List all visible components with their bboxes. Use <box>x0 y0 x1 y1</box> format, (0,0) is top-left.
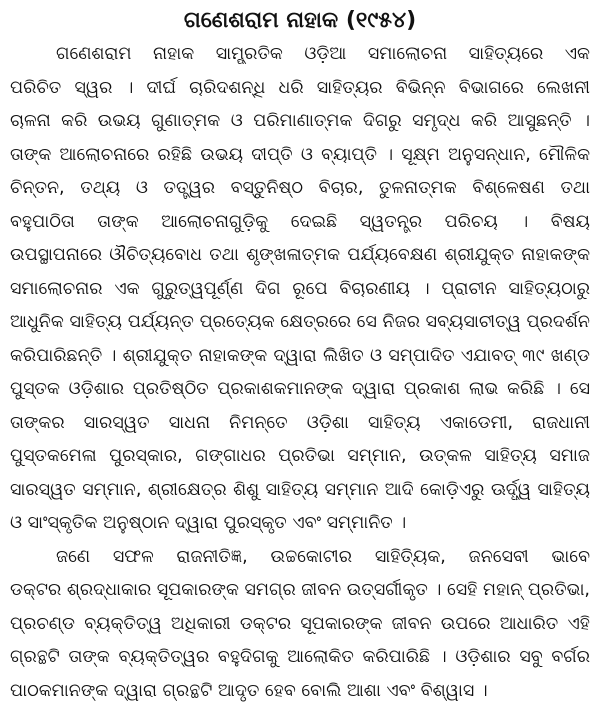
text-line: ଚିନ୍ତନ, ତଥ୍ୟ ଓ ତତ୍ତ୍ୱର ବସ୍ତୁନିଷ୍ଠ ବିଚାର, ତୁଳନାତ୍ମକ ବିଶ୍ଳେଷଣ ତଥା <box>10 172 590 206</box>
text-line: ସାରସ୍ୱତ ସମ୍ମାନ, ଶ୍ରୀକ୍ଷେତ୍ର ଶିଶୁ ସାହିତ୍ୟ ସମ୍ମାନ ଆଦି କୋଡ଼ିଏରୁ ଊର୍ଦ୍ଧ୍ୱ ସାହିତ୍ୟ <box>10 474 590 508</box>
paragraph-book-summary <box>10 541 590 708</box>
text-line: କରିପାରିଛନ୍ତି । ଶ୍ରୀଯୁକ୍ତ ନାହାକଙ୍କ ଦ୍ୱାରା ଲିଖିତ ଓ ସମ୍ପାଦିତ ଏଯାବତ୍ ୩୯ ଖଣ୍ଡ <box>10 340 590 374</box>
text-line: ତାଙ୍କ ଆଲୋଚନାରେ ରହିଛି ଉଭୟ ଦୀପ୍ତି ଓ ବ୍ୟାପ୍ତି । ସୂକ୍ଷ୍ମ ଅନୁସନ୍ଧାନ, ମୌଳିକ <box>10 139 590 173</box>
text-line: ତାଙ୍କର ସାରସ୍ୱତ ସାଧନା ନିମନ୍ତେ ଓଡ଼ିଶା ସାହିତ୍ୟ ଏକାଡେମୀ, ରାଜଧାନୀ <box>10 407 590 441</box>
text-line: ପ୍ରଚଣ୍ଡ ବ୍ୟକ୍ତିତ୍ୱ ଅଧିକାରୀ ଡକ୍ଟର ସୂପକାରଙ୍କ ଜୀବନ ଉପରେ ଆଧାରିତ ଏହି <box>10 608 590 642</box>
text-line: ଉପସ୍ଥାପନାରେ ଔଚିତ୍ୟବୋଧ ତଥା ଶୃଙ୍ଖଳାତ୍ମକ ପର୍ଯ୍ୟବେକ୍ଷଣ ଶ୍ରୀଯୁକ୍ତ ନାହାକଙ୍କ <box>10 239 590 273</box>
text-line: ଆଧୁନିକ ସାହିତ୍ୟ ପର୍ଯ୍ୟନ୍ତ ପ୍ରତ୍ୟେକ କ୍ଷେତ୍ରରେ ସେ ନିଜର ସବ୍ୟସାଚୀତ୍ୱ ପ୍ରଦର୍ଶନ <box>10 306 590 340</box>
text-line: ଚାଳନା କରି ଉଭୟ ଗୁଣାତ୍ମକ ଓ ପରିମାଣାତ୍ମକ ଦିଗରୁ ସମୃଦ୍ଧ କରି ଆସୁଛନ୍ତି । <box>10 105 590 139</box>
text-line: ପାଠକମାନଙ୍କ ଦ୍ୱାରା ଗ୍ରନ୍ଥଟି ଆଦୃତ ହେବ ବୋଲି ଆଶା ଏବଂ ବିଶ୍ୱାସ । <box>10 675 590 708</box>
text-line: ବହୁପାଠିତା ତାଙ୍କ ଆଲୋଚନାଗୁଡ଼ିକୁ ଦେଇଛି ସ୍ୱତନ୍ତ୍ର ପରିଚୟ । ବିଷୟ <box>10 206 590 240</box>
text-line: ଜଣେ ସଫଳ ରାଜନୀତିଜ୍ଞ, ଉଚ୍ଚକୋଟୀର ସାହିତ୍ୟିକ, ଜନସେବୀ ଭାବେ <box>10 541 590 575</box>
text-line: ପୁସ୍ତକ ଓଡ଼ିଶାର ପ୍ରତିଷ୍ଠିତ ପ୍ରକାଶକମାନଙ୍କ ଦ୍ୱାରା ପ୍ରକାଶ ଲାଭ କରିଛି । ସେ <box>10 373 590 407</box>
text-line: ଡକ୍ଟର ଶ୍ରଦ୍ଧାକାର ସୂପକାରଙ୍କ ସମଗ୍ର ଜୀବନ ଉତ୍ସର୍ଗୀକୃତ । ସେହି ମହାନ୍ ପ୍ରତିଭା, <box>10 574 590 608</box>
document-title: ଗଣେଶରାମ ନାହାକ (୧୯୫୪) <box>10 6 590 36</box>
paragraph-biography <box>10 38 590 541</box>
text-line: ଓ ସାଂସ୍କୃତିକ ଅନୁଷ୍ଠାନ ଦ୍ୱାରା ପୁରସ୍କୃତ ଏବଂ ସମ୍ମାନିତ । <box>10 507 590 541</box>
text-line: ପୁସ୍ତକମେଳା ପୁରସ୍କାର, ଗଙ୍ଗାଧର ପ୍ରତିଭା ସମ୍ମାନ, ଉତ୍କଳ ସାହିତ୍ୟ ସମାଜ <box>10 440 590 474</box>
text-line: ଗ୍ରନ୍ଥଟି ତାଙ୍କ ବ୍ୟକ୍ତିତ୍ୱର ବହୁଦିଗକୁ ଆଲୋକିତ କରିପାରିଛି । ଓଡ଼ିଶାର ସବୁ ବର୍ଗର <box>10 641 590 675</box>
text-line: ସମାଲୋଚନାର ଏକ ଗୁରୁତ୍ୱପୂର୍ଣ୍ଣ ଦିଗ ରୂପେ ବିଚାରଣୀୟ । ପ୍ରାଚୀନ ସାହିତ୍ୟଠାରୁ <box>10 273 590 307</box>
text-line: ଗଣେଶରାମ ନାହାକ ସାମ୍ପ୍ରତିକ ଓଡ଼ିଆ ସମାଲୋଚନା ସାହିତ୍ୟରେ ଏକ <box>10 38 590 72</box>
text-line: ପରିଚିତ ସ୍ୱର । ଦୀର୍ଘ ଚାରିଦଶନ୍ଧି ଧରି ସାହିତ୍ୟର ବିଭିନ୍ନ ବିଭାଗରେ ଲେଖନୀ <box>10 72 590 106</box>
